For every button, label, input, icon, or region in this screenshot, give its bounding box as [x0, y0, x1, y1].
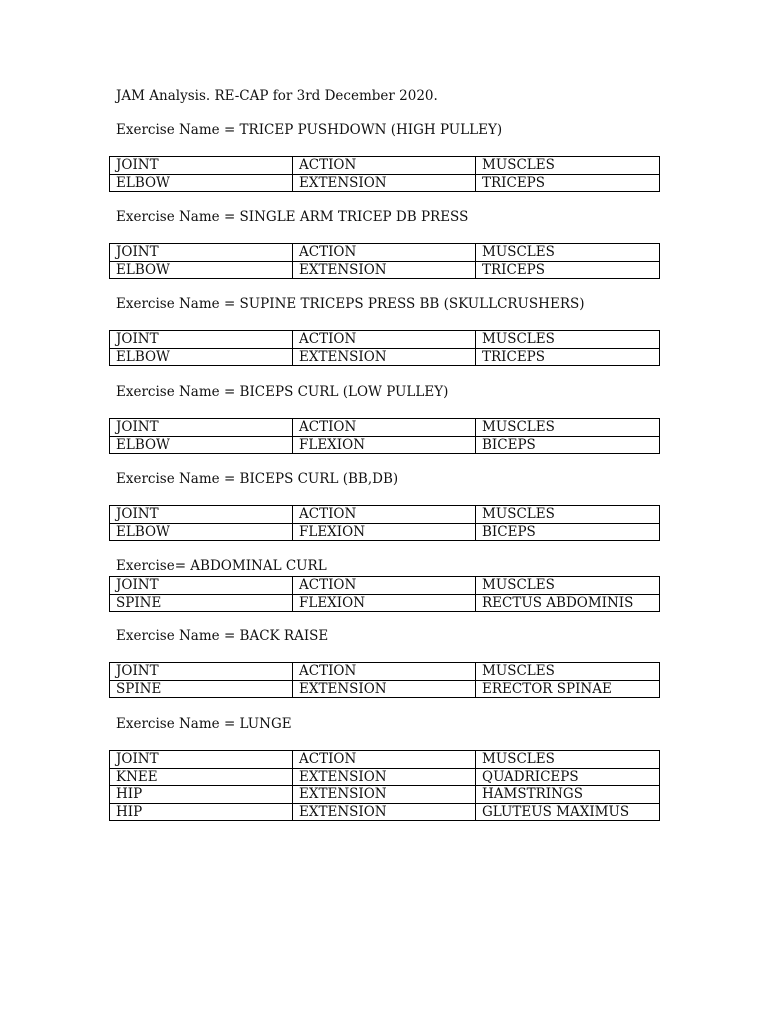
cell-action: FLEXION	[293, 594, 476, 612]
header-joint: JOINT	[110, 577, 293, 595]
header-joint: JOINT	[110, 331, 293, 349]
header-action: ACTION	[293, 663, 476, 681]
exercise-heading: Exercise Name = BICEPS CURL (BB,DB)	[116, 471, 399, 487]
exercise-heading: Exercise Name = BACK RAISE	[116, 628, 329, 644]
header-action: ACTION	[293, 157, 476, 175]
exercise-heading: Exercise Name = TRICEP PUSHDOWN (HIGH PULLEY)	[116, 122, 503, 138]
header-muscles: MUSCLES	[476, 157, 660, 175]
header-action: ACTION	[293, 506, 476, 524]
table-header-row	[110, 157, 660, 175]
jam-table	[109, 662, 660, 698]
jam-table	[109, 156, 660, 192]
header-joint: JOINT	[110, 663, 293, 681]
table-row	[110, 436, 660, 454]
cell-joint: HIP	[110, 803, 293, 821]
cell-muscles: QUADRICEPS	[476, 768, 660, 786]
header-action: ACTION	[293, 331, 476, 349]
table-row	[110, 523, 660, 541]
header-muscles: MUSCLES	[476, 331, 660, 349]
cell-muscles: HAMSTRINGS	[476, 786, 660, 804]
cell-action: EXTENSION	[293, 680, 476, 698]
header-action: ACTION	[293, 419, 476, 437]
cell-joint: ELBOW	[110, 261, 293, 279]
cell-action: EXTENSION	[293, 348, 476, 366]
cell-action: EXTENSION	[293, 174, 476, 192]
document-title: JAM Analysis. RE-CAP for 3rd December 2020.	[116, 88, 438, 104]
cell-action: FLEXION	[293, 436, 476, 454]
cell-muscles: BICEPS	[476, 523, 660, 541]
header-action: ACTION	[293, 244, 476, 262]
cell-action: FLEXION	[293, 523, 476, 541]
cell-muscles: ERECTOR SPINAE	[476, 680, 660, 698]
cell-joint: ELBOW	[110, 348, 293, 366]
header-joint: JOINT	[110, 751, 293, 769]
header-action: ACTION	[293, 577, 476, 595]
cell-action: EXTENSION	[293, 803, 476, 821]
table-row	[110, 594, 660, 612]
header-muscles: MUSCLES	[476, 663, 660, 681]
table-row	[110, 680, 660, 698]
table-header-row	[110, 577, 660, 595]
table-row	[110, 768, 660, 786]
cell-joint: HIP	[110, 786, 293, 804]
header-muscles: MUSCLES	[476, 751, 660, 769]
header-joint: JOINT	[110, 419, 293, 437]
table-row	[110, 348, 660, 366]
jam-table	[109, 330, 660, 366]
table-header-row	[110, 331, 660, 349]
exercise-heading: Exercise Name = BICEPS CURL (LOW PULLEY)	[116, 384, 449, 400]
header-muscles: MUSCLES	[476, 577, 660, 595]
cell-joint: SPINE	[110, 680, 293, 698]
jam-table	[109, 576, 660, 612]
exercise-heading: Exercise Name = LUNGE	[116, 716, 292, 732]
table-header-row	[110, 244, 660, 262]
jam-table	[109, 418, 660, 454]
table-header-row	[110, 506, 660, 524]
table-row	[110, 261, 660, 279]
table-header-row	[110, 751, 660, 769]
cell-joint: KNEE	[110, 768, 293, 786]
cell-joint: ELBOW	[110, 436, 293, 454]
cell-muscles: GLUTEUS MAXIMUS	[476, 803, 660, 821]
table-header-row	[110, 663, 660, 681]
jam-table	[109, 505, 660, 541]
header-muscles: MUSCLES	[476, 419, 660, 437]
exercise-heading: Exercise= ABDOMINAL CURL	[116, 558, 327, 574]
cell-action: EXTENSION	[293, 768, 476, 786]
header-muscles: MUSCLES	[476, 506, 660, 524]
cell-muscles: TRICEPS	[476, 348, 660, 366]
cell-action: EXTENSION	[293, 786, 476, 804]
table-row	[110, 803, 660, 821]
table-header-row	[110, 419, 660, 437]
header-action: ACTION	[293, 751, 476, 769]
table-row	[110, 786, 660, 804]
cell-muscles: TRICEPS	[476, 261, 660, 279]
cell-joint: SPINE	[110, 594, 293, 612]
table-row	[110, 174, 660, 192]
cell-action: EXTENSION	[293, 261, 476, 279]
exercise-heading: Exercise Name = SINGLE ARM TRICEP DB PRESS	[116, 209, 469, 225]
cell-muscles: BICEPS	[476, 436, 660, 454]
cell-joint: ELBOW	[110, 523, 293, 541]
header-muscles: MUSCLES	[476, 244, 660, 262]
header-joint: JOINT	[110, 506, 293, 524]
jam-table	[109, 243, 660, 279]
exercise-heading: Exercise Name = SUPINE TRICEPS PRESS BB (SKULLCRUSHERS)	[116, 296, 585, 312]
jam-table	[109, 750, 660, 821]
cell-muscles: RECTUS ABDOMINIS	[476, 594, 660, 612]
cell-muscles: TRICEPS	[476, 174, 660, 192]
header-joint: JOINT	[110, 157, 293, 175]
cell-joint: ELBOW	[110, 174, 293, 192]
header-joint: JOINT	[110, 244, 293, 262]
